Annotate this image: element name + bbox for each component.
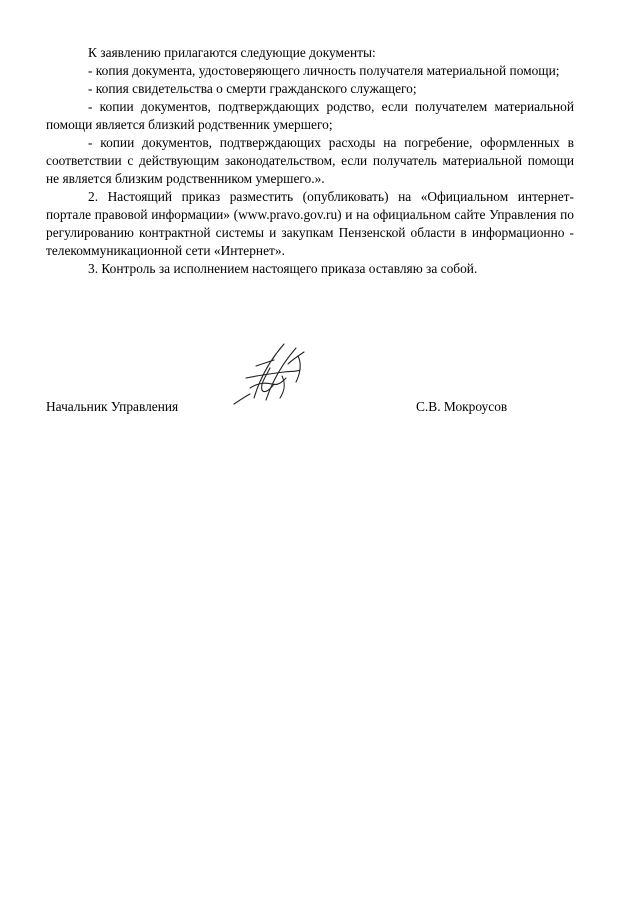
control-paragraph: 3. Контроль за исполнением настоящего приказа оставляю за собой. xyxy=(88,261,478,276)
attachment-item-death-certificate: - копия свидетельства о смерти гражданского служащего; xyxy=(88,81,417,96)
signatory-name: С.В. Мокроусов xyxy=(416,399,508,414)
document-body xyxy=(46,44,574,278)
attachment-item-funeral-expenses: - копии документов, подтверждающих расходы на погребение, оформленных в соответствии с действующим законодательством, если получатель материальной помощи не является близким родственником умершего.». xyxy=(46,135,574,186)
attachment-item-identity: - копия документа, удостоверяющего личность получателя материальной помощи; xyxy=(88,63,560,78)
attachments-intro-paragraph: К заявлению прилагаются следующие документы: xyxy=(88,45,376,60)
attachment-item-kinship: - копии документов, подтверждающих родство, если получателем материальной помощи является близкий родственник умершего; xyxy=(46,99,574,132)
signatory-position: Начальник Управления xyxy=(46,399,179,414)
signature-block xyxy=(46,398,574,418)
publication-paragraph: 2. Настоящий приказ разместить (опубликовать) на «Официальном интернет-портале правовой информации» (www.pravo.gov.ru) и на официальном сайте Управления по регулированию контрактной системы и закупкам Пензенской области в информационно - телекоммуникационной сети «Интернет». xyxy=(46,189,574,258)
